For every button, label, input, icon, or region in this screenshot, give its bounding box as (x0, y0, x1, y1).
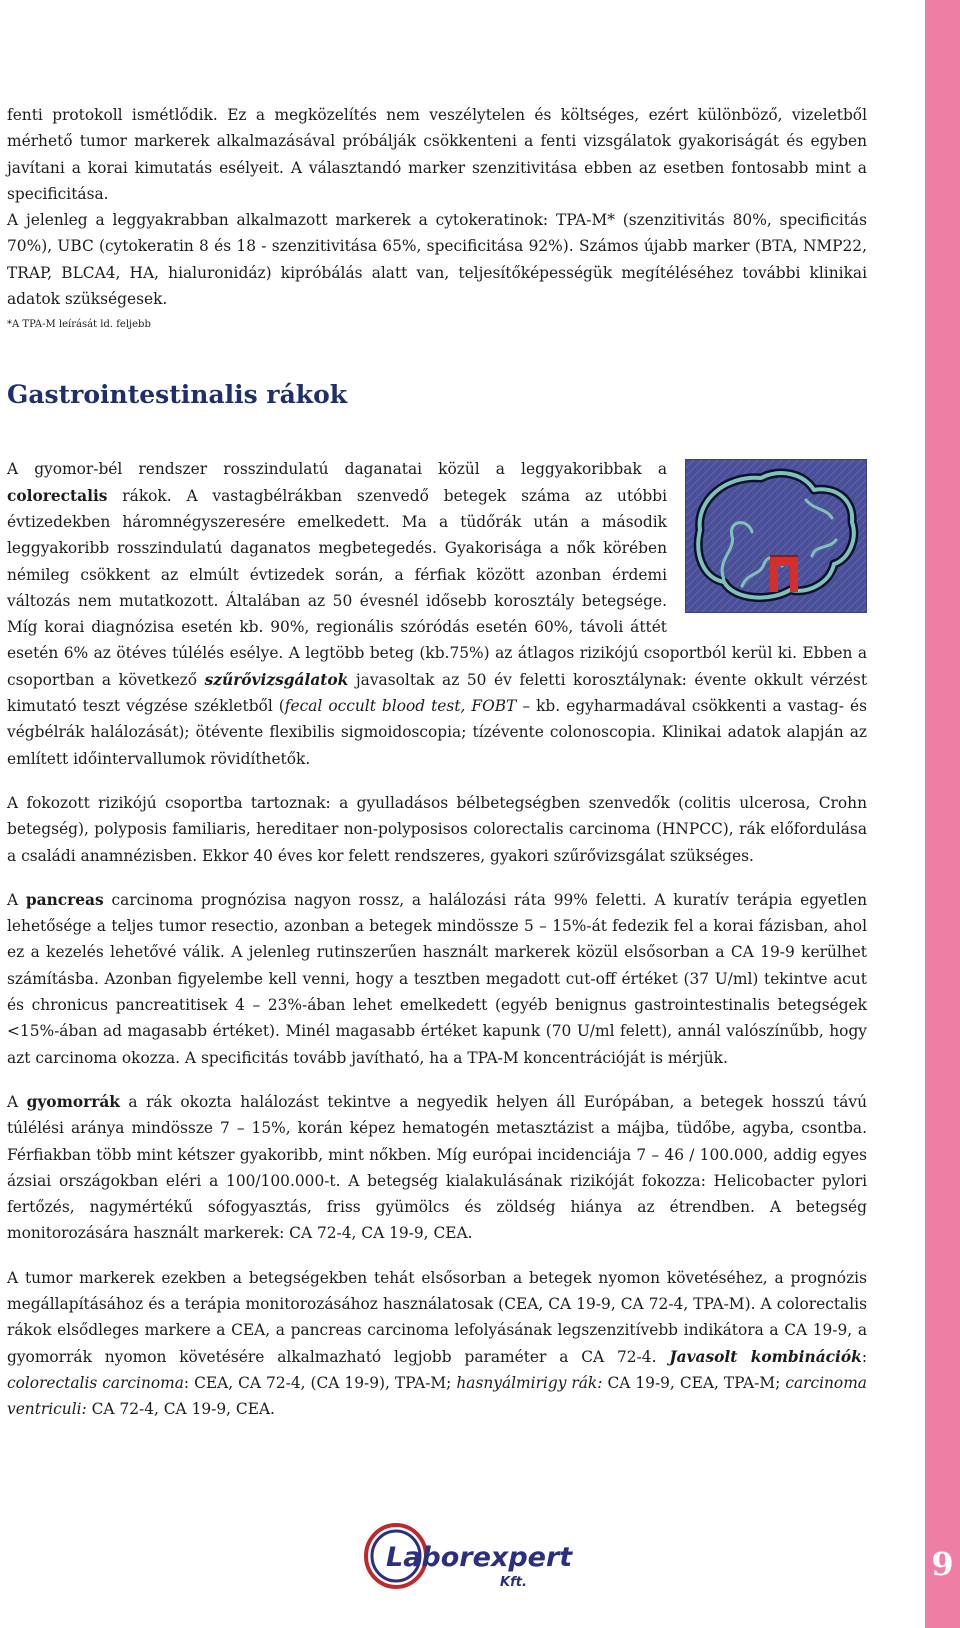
section-title: Gastrointestinalis rákok (7, 380, 348, 410)
pancreas-text-c: carcinoma prognózisa nagyon rossz, a halálozási ráta 99% feletti. A kuratív terápia egyetlen lehetősége a teljes tumor resectio, azonban a betegek mindössze 5 – 15%-át fedezik fel a korai fázisban, ahol ez a kezelés lehetővé válik. A jelenleg rutinszerűen használt markerek közül elsősorban a CA 19-9 kerülhet számításba. Azonban figyelembe kell venni, hogy a tesztben megadott cut-off értéket (37 U/ml) tekintve acut és chronicus pancreatitisek 4 – 23%-ában lehet emelkedett (egyéb benignus gastrointestinalis betegségek <15%-ában ad magasabb értéket). Minél magasabb értéket kapunk (70 U/ml felett), annál valószínűbb, hogy azt carcinoma okozza. A specificitás tovább javítható, ha a TPA-M koncentrációját is mérjük. (7, 890, 867, 1067)
summary-text: A tumor markerek ezekben a betegségekben tehát elsősorban a betegek nyomon követéséhez, a prognózis megállapításához és a terápia monitorozásához használatosak (CEA, CA 19-9, CA 72-4, TPA-M). A colorectalis rákok elsődleges markere a CEA, a pancreas carcinoma lefolyásának legszenzitívebb indikátora a CA 19-9, a gyomorrák nyomon követésére alkalmazható legjobb paraméter a CA 72-4. (7, 1268, 867, 1366)
rec-stomach-label: carcinoma ventriculi: (7, 1373, 867, 1419)
pancreas-term: pancreas (25, 890, 104, 909)
stomach-text-a: A (7, 1092, 27, 1111)
abdomen-illustration-icon (685, 459, 867, 613)
colorectal-text-a: A gyomor-bél rendszer rosszindulatú daganatai közül a leggyakoribbak a (7, 460, 667, 479)
stomach-term: gyomorrák (26, 1092, 120, 1111)
stomach-text-c: a rák okozta halálozást tekintve a negyedik helyen áll Európában, a betegek hosszú távú túlélési aránya mindössze 7 – 15%, korán képez hematogén metasztázist a májba, tüdőbe, agyba, csontba. Férfiakban több mint kétszer gyakoribb, mint nőkben. Míg európai incidenciája 7 – 46 / 100.000, addig egyes ázsiai országokban eléri a 100/100.000-t. A betegség kialakulásának rizikóját fokozza: Helicobacter pylori fertőzés, nagymértékű sófogyasztás, friss gyümölcs és zöldség hiánya az étrendben. A betegség monitorozására használt markerek: CA 72-4, CA 19-9, CEA. (7, 1092, 867, 1243)
colorectal-term: colorectalis (7, 486, 108, 505)
colorectal-text-c: rákok. A vastagbélrákban szenvedő betegek száma az utóbbi évtizedekben háromnégyszeresére emelkedett. Ma a tüdőrák után a második leggyakoribb rosszindulatú daganatos megbetegedés. Gyakorisága a nők körében némileg csökkent az elmúlt évtizedek során, a férfiak között azonban érdemi változás nem mutatkozott. Általában az 50 évesnél idősebb korosztály betegsége. Míg korai diagnózisa esetén kb. 90%, regionális szóródás esetén 60%, távoli áttét esetén 6% az ötéves túlélés esélye. A legtöbb beteg (kb.75%) az átlagos rizikójú csoportból kerül ki. Ebben a csoportban a következő (7, 486, 867, 689)
logo-suffix: Kft. (500, 1575, 527, 1590)
logo-text: Laborexpert (386, 1542, 573, 1573)
summary-paragraph (7, 1265, 867, 1423)
page-content (7, 102, 867, 1422)
rec-colorectal-value: : CEA, CA 72-4, (CA 19-9), TPA-M; (183, 1373, 457, 1392)
rec-stomach-value: CA 72-4, CA 19-9, CEA. (86, 1400, 275, 1419)
footnote: *A TPA-M leírását ld. feljebb (7, 319, 151, 331)
rec-pancreas-label: hasnyálmirigy rák: (456, 1373, 603, 1392)
screening-term: szűrővizsgálatok (204, 670, 349, 689)
fobt-term: fecal occult blood test, FOBT (284, 697, 517, 716)
recommended-combinations-label: Javasolt kombinációk (669, 1347, 862, 1366)
pancreas-text-a: A (7, 890, 26, 909)
intro-paragraph-2: A jelenleg a leggyakrabban alkalmazott markerek a cytokeratinok: TPA-M* (szenzitivitás 80%, specificitás 70%), UBC (cytokeratin 8 és 18 - szenzitivitása 65%, specificitása 92%). Számos újabb marker (BTA, NMP22, TRAP, BLCA4, HA, hialuronidáz) kipróbálás alatt van, teljesítőképességük megítéléséhez további klinikai adatok szükségesek. (7, 211, 867, 309)
stomach-paragraph (7, 1089, 867, 1247)
page-number: 9 (931, 1545, 954, 1583)
high-risk-paragraph: A fokozott rizikójú csoportba tartoznak: a gyulladásos bélbetegségben szenvedők (colitis ulcerosa, Crohn betegség), polyposis familiaris, hereditaer non-polyposisos colorectalis carcinoma (HNPCC), rák előfordulása a családi anamnézisben. Ekkor 40 éves kor felett rendszeres, gyakori szűrővizsgálat szükséges. (7, 793, 867, 865)
rec-pancreas-value: CA 19-9, CEA, TPA-M; (602, 1373, 786, 1392)
colorectal-text-g: – kb. egyharmadával csökkenti a vastag- és végbélrák halálozását); ötévente flexibilis sigmoidoscopia; tízévente colonoscopia. Klinikai adatok alapján az említett időintervallumok rövidíthetők. (7, 697, 867, 768)
rec-colorectal-label: colorectalis carcinoma (7, 1373, 184, 1392)
rec-separator: : (861, 1347, 868, 1366)
colorectal-text-e: javasoltak az 50 év feletti korosztálynak: évente okkult vérzést kimutató teszt végzése székletből ( (7, 670, 867, 716)
laborexpert-logo (360, 1520, 573, 1594)
intro-paragraph-1: fenti protokoll ismétlődik. Ez a megközelítés nem veszélytelen és költséges, ezért különböző, vizeletből mérhető tumor markerek alkalmazásával próbálják csökkenteni a fenti vizsgálatok gyakoriságát és egyben javítani a korai kimutatás esélyeit. A választandó marker szenzitivitása ebben az esetben fontosabb mint a specificitása. (7, 106, 867, 203)
pancreas-paragraph (7, 887, 867, 1071)
side-color-band (925, 0, 960, 1628)
